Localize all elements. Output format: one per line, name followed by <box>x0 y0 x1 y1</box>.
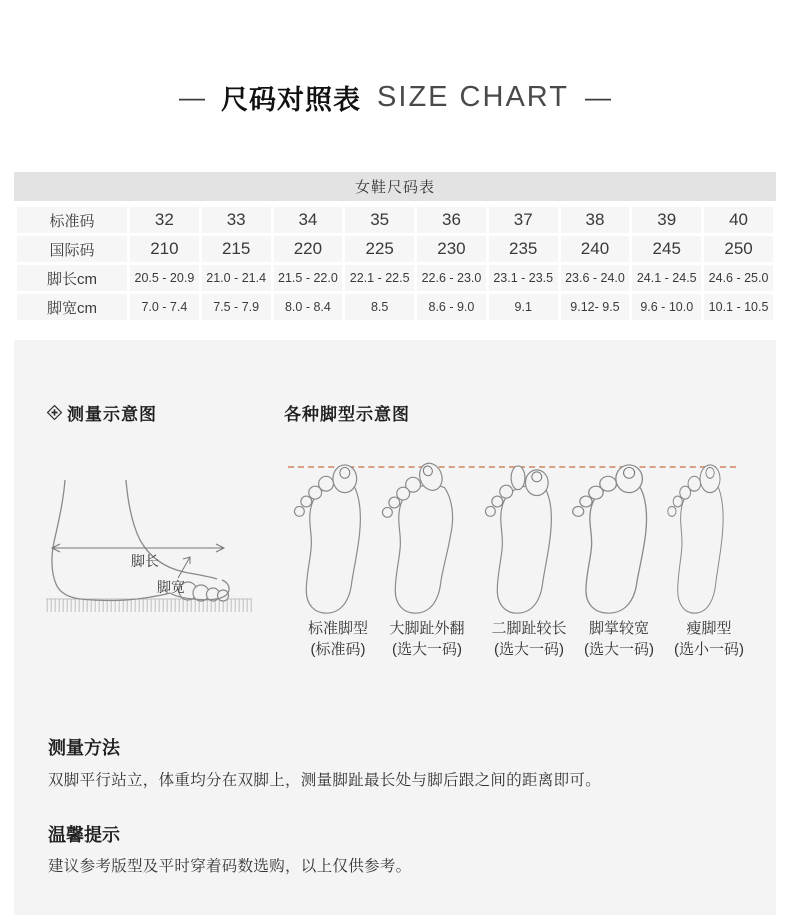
table-cell: 24.6 - 25.0 <box>704 265 773 291</box>
table-cell: 245 <box>632 236 701 262</box>
table-row <box>17 236 773 262</box>
foot-type-advice: (选大一码) <box>494 641 564 658</box>
table-cell: 235 <box>489 236 558 262</box>
table-cell: 38 <box>561 207 630 233</box>
measure-diagram-heading <box>46 400 157 425</box>
foot-type-advice: (选大一码) <box>392 641 462 658</box>
diagram-panel <box>14 340 776 915</box>
foot-length-label: 脚长 <box>131 553 159 569</box>
foot-wide-diagram <box>565 462 659 620</box>
foot-narrow-diagram <box>655 462 735 620</box>
table-cell: 215 <box>202 236 271 262</box>
table-row <box>17 207 773 233</box>
foot-profile-outline <box>52 480 170 601</box>
table-cell: 23.1 - 23.5 <box>489 265 558 291</box>
foot-side-view-diagram <box>38 452 266 624</box>
tips-heading: 温馨提示 <box>48 825 120 845</box>
size-table <box>14 204 776 323</box>
table-cell: 240 <box>561 236 630 262</box>
table-cell: 7.5 - 7.9 <box>202 294 271 320</box>
table-cell: 10.1 - 10.5 <box>704 294 773 320</box>
table-cell: 21.0 - 21.4 <box>202 265 271 291</box>
foot-types-heading <box>284 400 410 425</box>
method-heading: 测量方法 <box>48 738 120 758</box>
table-cell: 21.5 - 22.0 <box>274 265 343 291</box>
table-cell: 8.6 - 9.0 <box>417 294 486 320</box>
foot-type-label <box>654 618 764 660</box>
table-cell: 22.1 - 22.5 <box>345 265 414 291</box>
table-cell: 250 <box>704 236 773 262</box>
foot-type-labels <box>279 618 759 668</box>
table-cell: 9.6 - 10.0 <box>632 294 701 320</box>
table-cell: 9.12- 9.5 <box>561 294 630 320</box>
row-label: 脚宽cm <box>17 294 127 320</box>
table-cell: 22.6 - 23.0 <box>417 265 486 291</box>
table-cell: 9.1 <box>489 294 558 320</box>
table-cell: 230 <box>417 236 486 262</box>
table-cell: 7.0 - 7.4 <box>130 294 199 320</box>
table-cell: 8.0 - 8.4 <box>274 294 343 320</box>
foot-type-name: 瘦脚型 <box>686 620 732 637</box>
measure-heading-text: 测量示意图 <box>67 405 157 424</box>
foot-standard-diagram <box>284 462 374 620</box>
table-cell: 37 <box>489 207 558 233</box>
table-cell: 40 <box>704 207 773 233</box>
table-row <box>17 294 773 320</box>
table-cell: 8.5 <box>345 294 414 320</box>
size-chart-table-section <box>14 172 776 323</box>
table-cell: 34 <box>274 207 343 233</box>
title-dash-right: — <box>584 82 611 112</box>
foot-type-name: 大脚趾外翻 <box>389 620 465 637</box>
table-cell: 36 <box>417 207 486 233</box>
foot-type-name: 脚掌较宽 <box>588 620 649 637</box>
row-label: 脚长cm <box>17 265 127 291</box>
foot-type-label <box>372 618 482 660</box>
page-title <box>0 76 790 118</box>
table-cell: 225 <box>345 236 414 262</box>
table-cell: 24.1 - 24.5 <box>632 265 701 291</box>
foot-type-name: 标准脚型 <box>307 620 368 637</box>
table-cell: 33 <box>202 207 271 233</box>
table-cell: 39 <box>632 207 701 233</box>
title-dash-left: — <box>179 82 206 112</box>
page-title-zh: 尺码对照表 <box>221 84 362 115</box>
method-body: 双脚平行站立，体重均分在双脚上，测量脚趾最长处与脚后跟之间的距离即可。 <box>48 772 602 789</box>
table-cell: 35 <box>345 207 414 233</box>
diamond-plus-icon <box>46 404 63 421</box>
table-cell: 32 <box>130 207 199 233</box>
table-row <box>17 265 773 291</box>
foot-type-advice: (标准码) <box>310 641 366 658</box>
foot-width-arrow <box>178 557 190 578</box>
size-table-caption: 女鞋尺码表 <box>14 172 776 201</box>
foot-types-heading-text: 各种脚型示意图 <box>284 405 410 424</box>
foot-bunion-diagram <box>373 462 463 620</box>
table-cell: 23.6 - 24.0 <box>561 265 630 291</box>
table-cell: 210 <box>130 236 199 262</box>
page-title-en: SIZE CHART <box>377 80 569 113</box>
foot-types-diagrams <box>279 450 759 620</box>
row-label: 国际码 <box>17 236 127 262</box>
foot-type-name: 二脚趾较长 <box>491 620 567 637</box>
foot-type-advice: (选小一码) <box>674 641 744 658</box>
foot-type-advice: (选大一码) <box>584 641 654 658</box>
table-cell: 20.5 - 20.9 <box>130 265 199 291</box>
table-cell: 220 <box>274 236 343 262</box>
foot-width-label: 脚宽 <box>157 579 185 595</box>
tips-body: 建议参考版型及平时穿着码数选购，以上仅供参考。 <box>48 858 412 875</box>
row-label: 标准码 <box>17 207 127 233</box>
foot-long-second-toe-diagram <box>475 462 565 620</box>
